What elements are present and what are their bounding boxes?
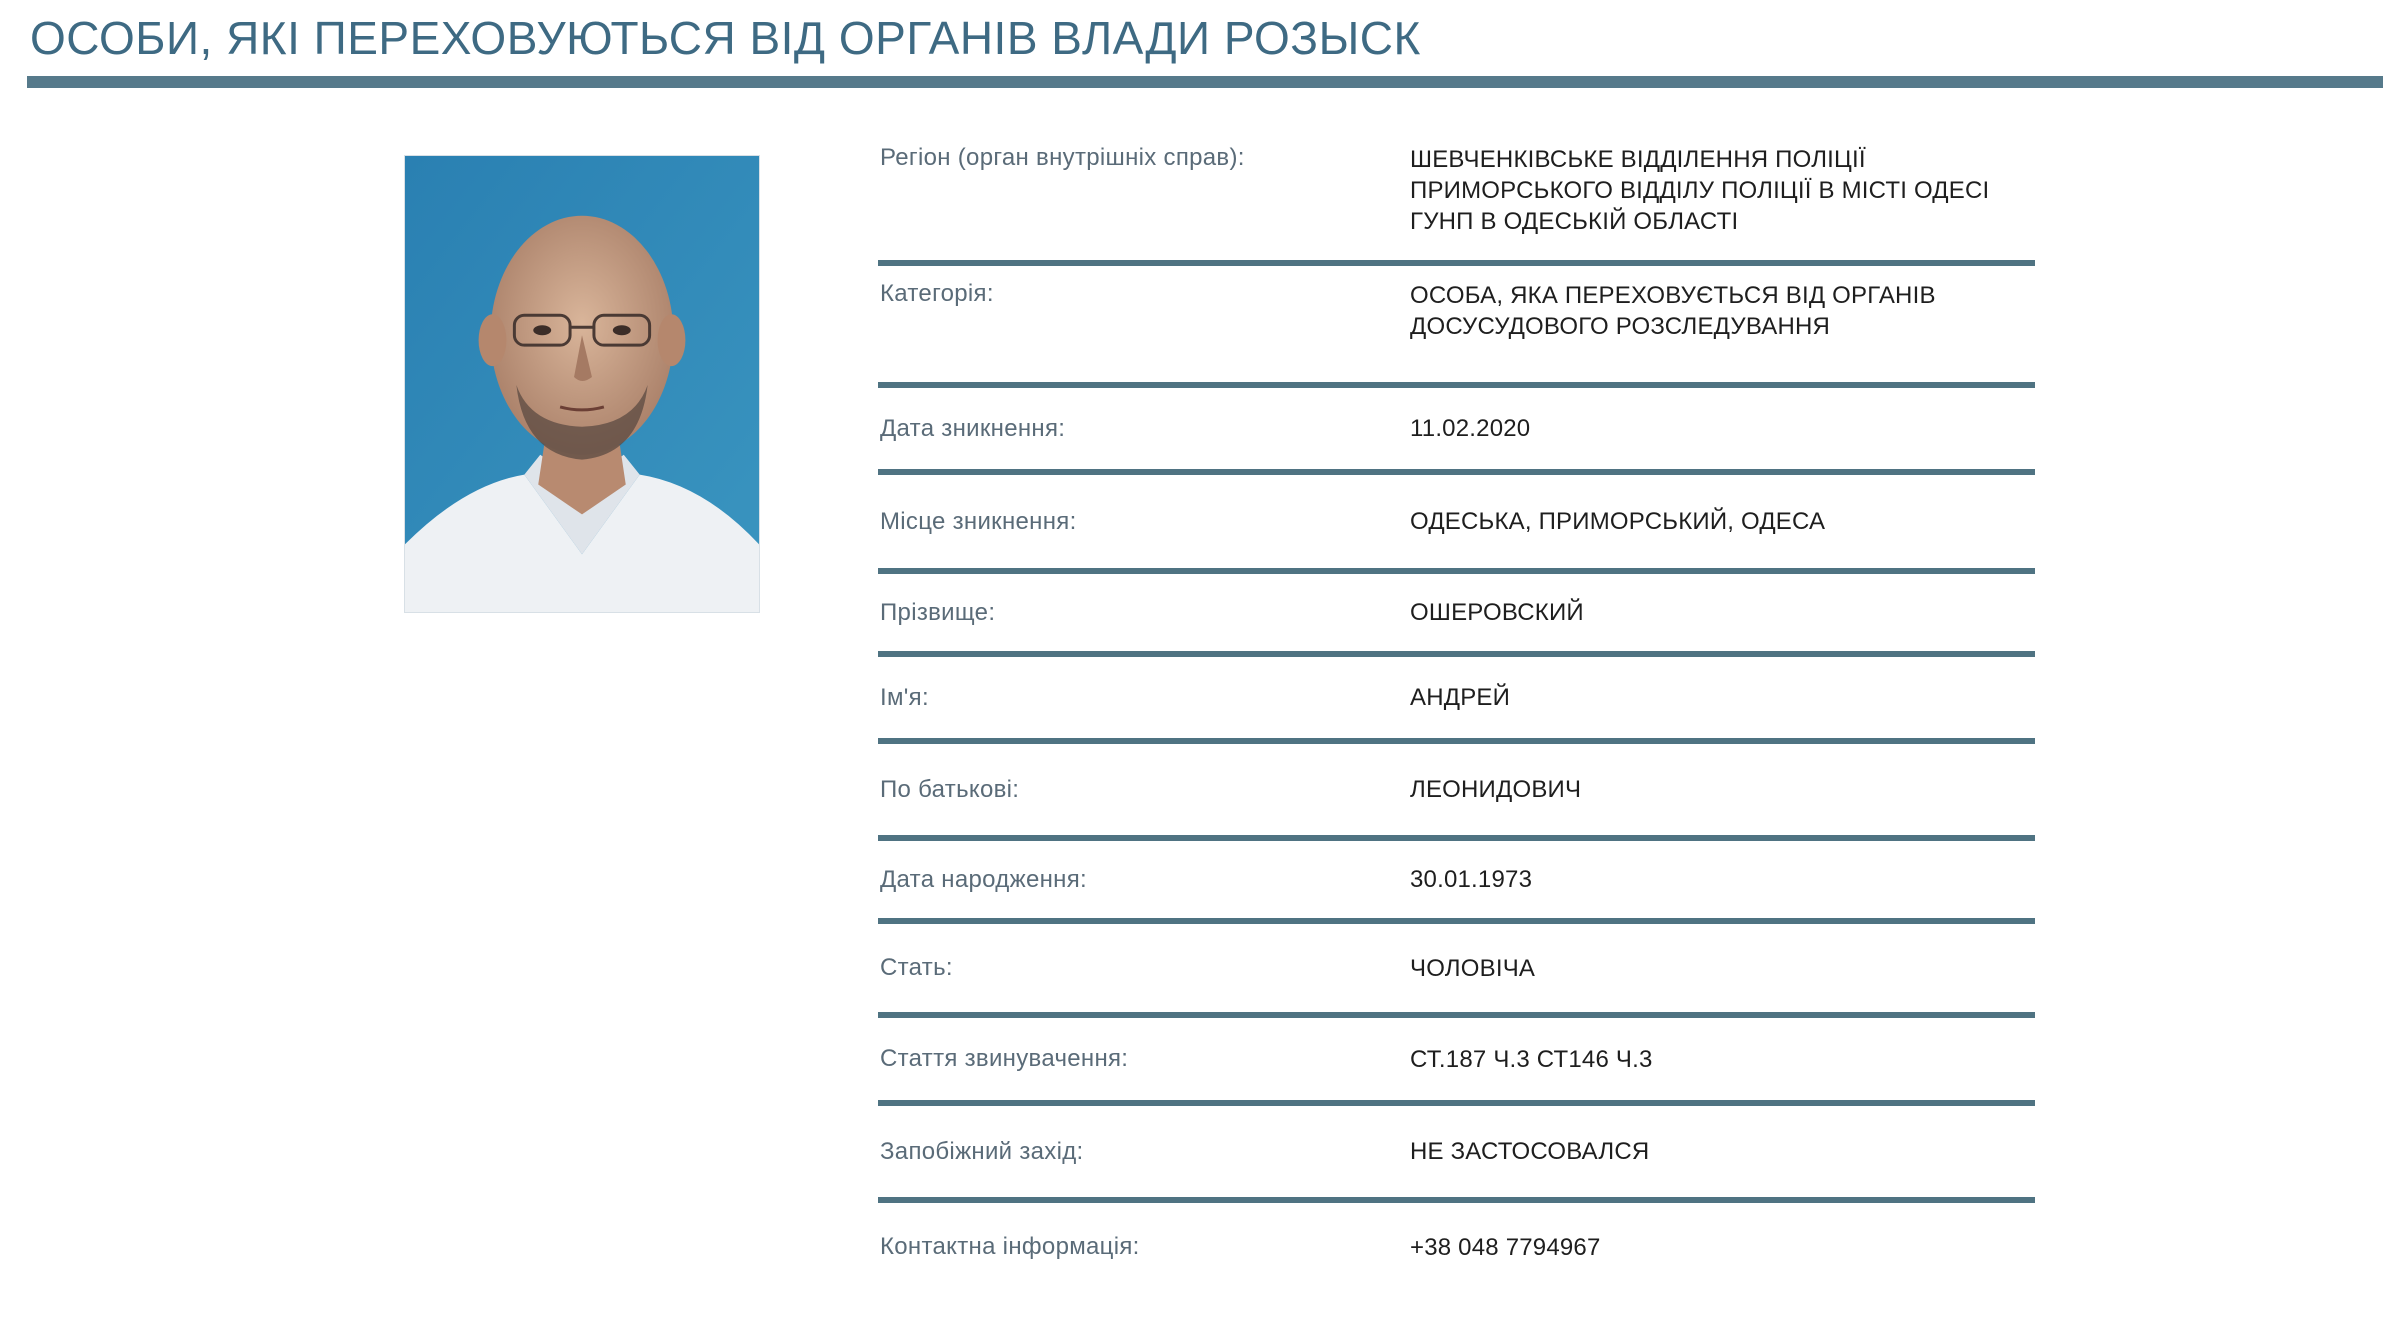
region-label: Регіон (орган внутрішніх справ): xyxy=(880,144,1245,171)
info-row-disappearance-date xyxy=(878,388,2035,475)
region-value: ШЕВЧЕНКІВСЬКЕ ВІДДІЛЕННЯ ПОЛІЦІЇ ПРИМОРСЬКОГО ВІДДІЛУ ПОЛІЦІЇ В МІСТІ ОДЕСІ ГУНП В ОДЕСЬКІЙ ОБЛАСТІ xyxy=(1410,146,1990,235)
charge-article-label: Стаття звинувачення: xyxy=(880,1045,1129,1072)
category-value: ОСОБА, ЯКА ПЕРЕХОВУЄТЬСЯ ВІД ОРГАНІВ ДОСУСУДОВОГО РОЗСЛЕДУВАННЯ xyxy=(1410,282,1936,340)
category-label: Категорія: xyxy=(880,280,994,307)
disappearance-place-value: ОДЕСЬКА, ПРИМОРСЬКИЙ, ОДЕСА xyxy=(1410,508,1826,535)
birth-date-label: Дата народження: xyxy=(880,865,1087,893)
info-row-sex xyxy=(878,924,2035,1018)
info-row-charge-article xyxy=(878,1018,2035,1106)
surname-label: Прізвище: xyxy=(880,598,996,626)
first-name-value: АНДРЕЙ xyxy=(1410,684,1511,711)
charge-article-value: СТ.187 Ч.3 СТ146 Ч.3 xyxy=(1410,1045,1653,1073)
page-title: ОСОБИ, ЯКІ ПЕРЕХОВУЮТЬСЯ ВІД ОРГАНІВ ВЛАДИ РОЗЫСК xyxy=(30,12,1421,64)
info-row-first-name xyxy=(878,657,2035,744)
contact-value: +38 048 7794967 xyxy=(1410,1233,1601,1261)
info-row-contact xyxy=(878,1203,2035,1291)
birth-date-value: 30.01.1973 xyxy=(1410,866,1533,893)
info-row-disappearance-place xyxy=(878,475,2035,574)
contact-label: Контактна інформація: xyxy=(880,1233,1140,1260)
info-row-surname xyxy=(878,574,2035,657)
info-row-preventive-measure xyxy=(878,1106,2035,1203)
person-photo xyxy=(404,155,760,613)
surname-value: ОШЕРОВСКИЙ xyxy=(1410,599,1584,626)
patronymic-label: По батькові: xyxy=(880,775,1020,803)
person-info-table xyxy=(878,130,2035,1291)
first-name-label: Ім'я: xyxy=(880,683,929,711)
info-row-region xyxy=(878,130,2035,266)
title-divider xyxy=(27,76,2383,88)
preventive-measure-value: НЕ ЗАСТОСОВАЛСЯ xyxy=(1410,1138,1650,1165)
patronymic-value: ЛЕОНИДОВИЧ xyxy=(1410,776,1582,803)
preventive-measure-label: Запобіжний захід: xyxy=(880,1137,1084,1165)
disappearance-place-label: Місце зникнення: xyxy=(880,507,1077,535)
disappearance-date-label: Дата зникнення: xyxy=(880,414,1066,442)
info-row-birth-date xyxy=(878,841,2035,924)
info-row-category xyxy=(878,266,2035,388)
person-portrait-image xyxy=(405,156,759,612)
info-row-patronymic xyxy=(878,744,2035,841)
sex-value: ЧОЛОВІЧА xyxy=(1410,954,1536,982)
disappearance-date-value: 11.02.2020 xyxy=(1410,415,1531,442)
sex-label: Стать: xyxy=(880,954,953,981)
